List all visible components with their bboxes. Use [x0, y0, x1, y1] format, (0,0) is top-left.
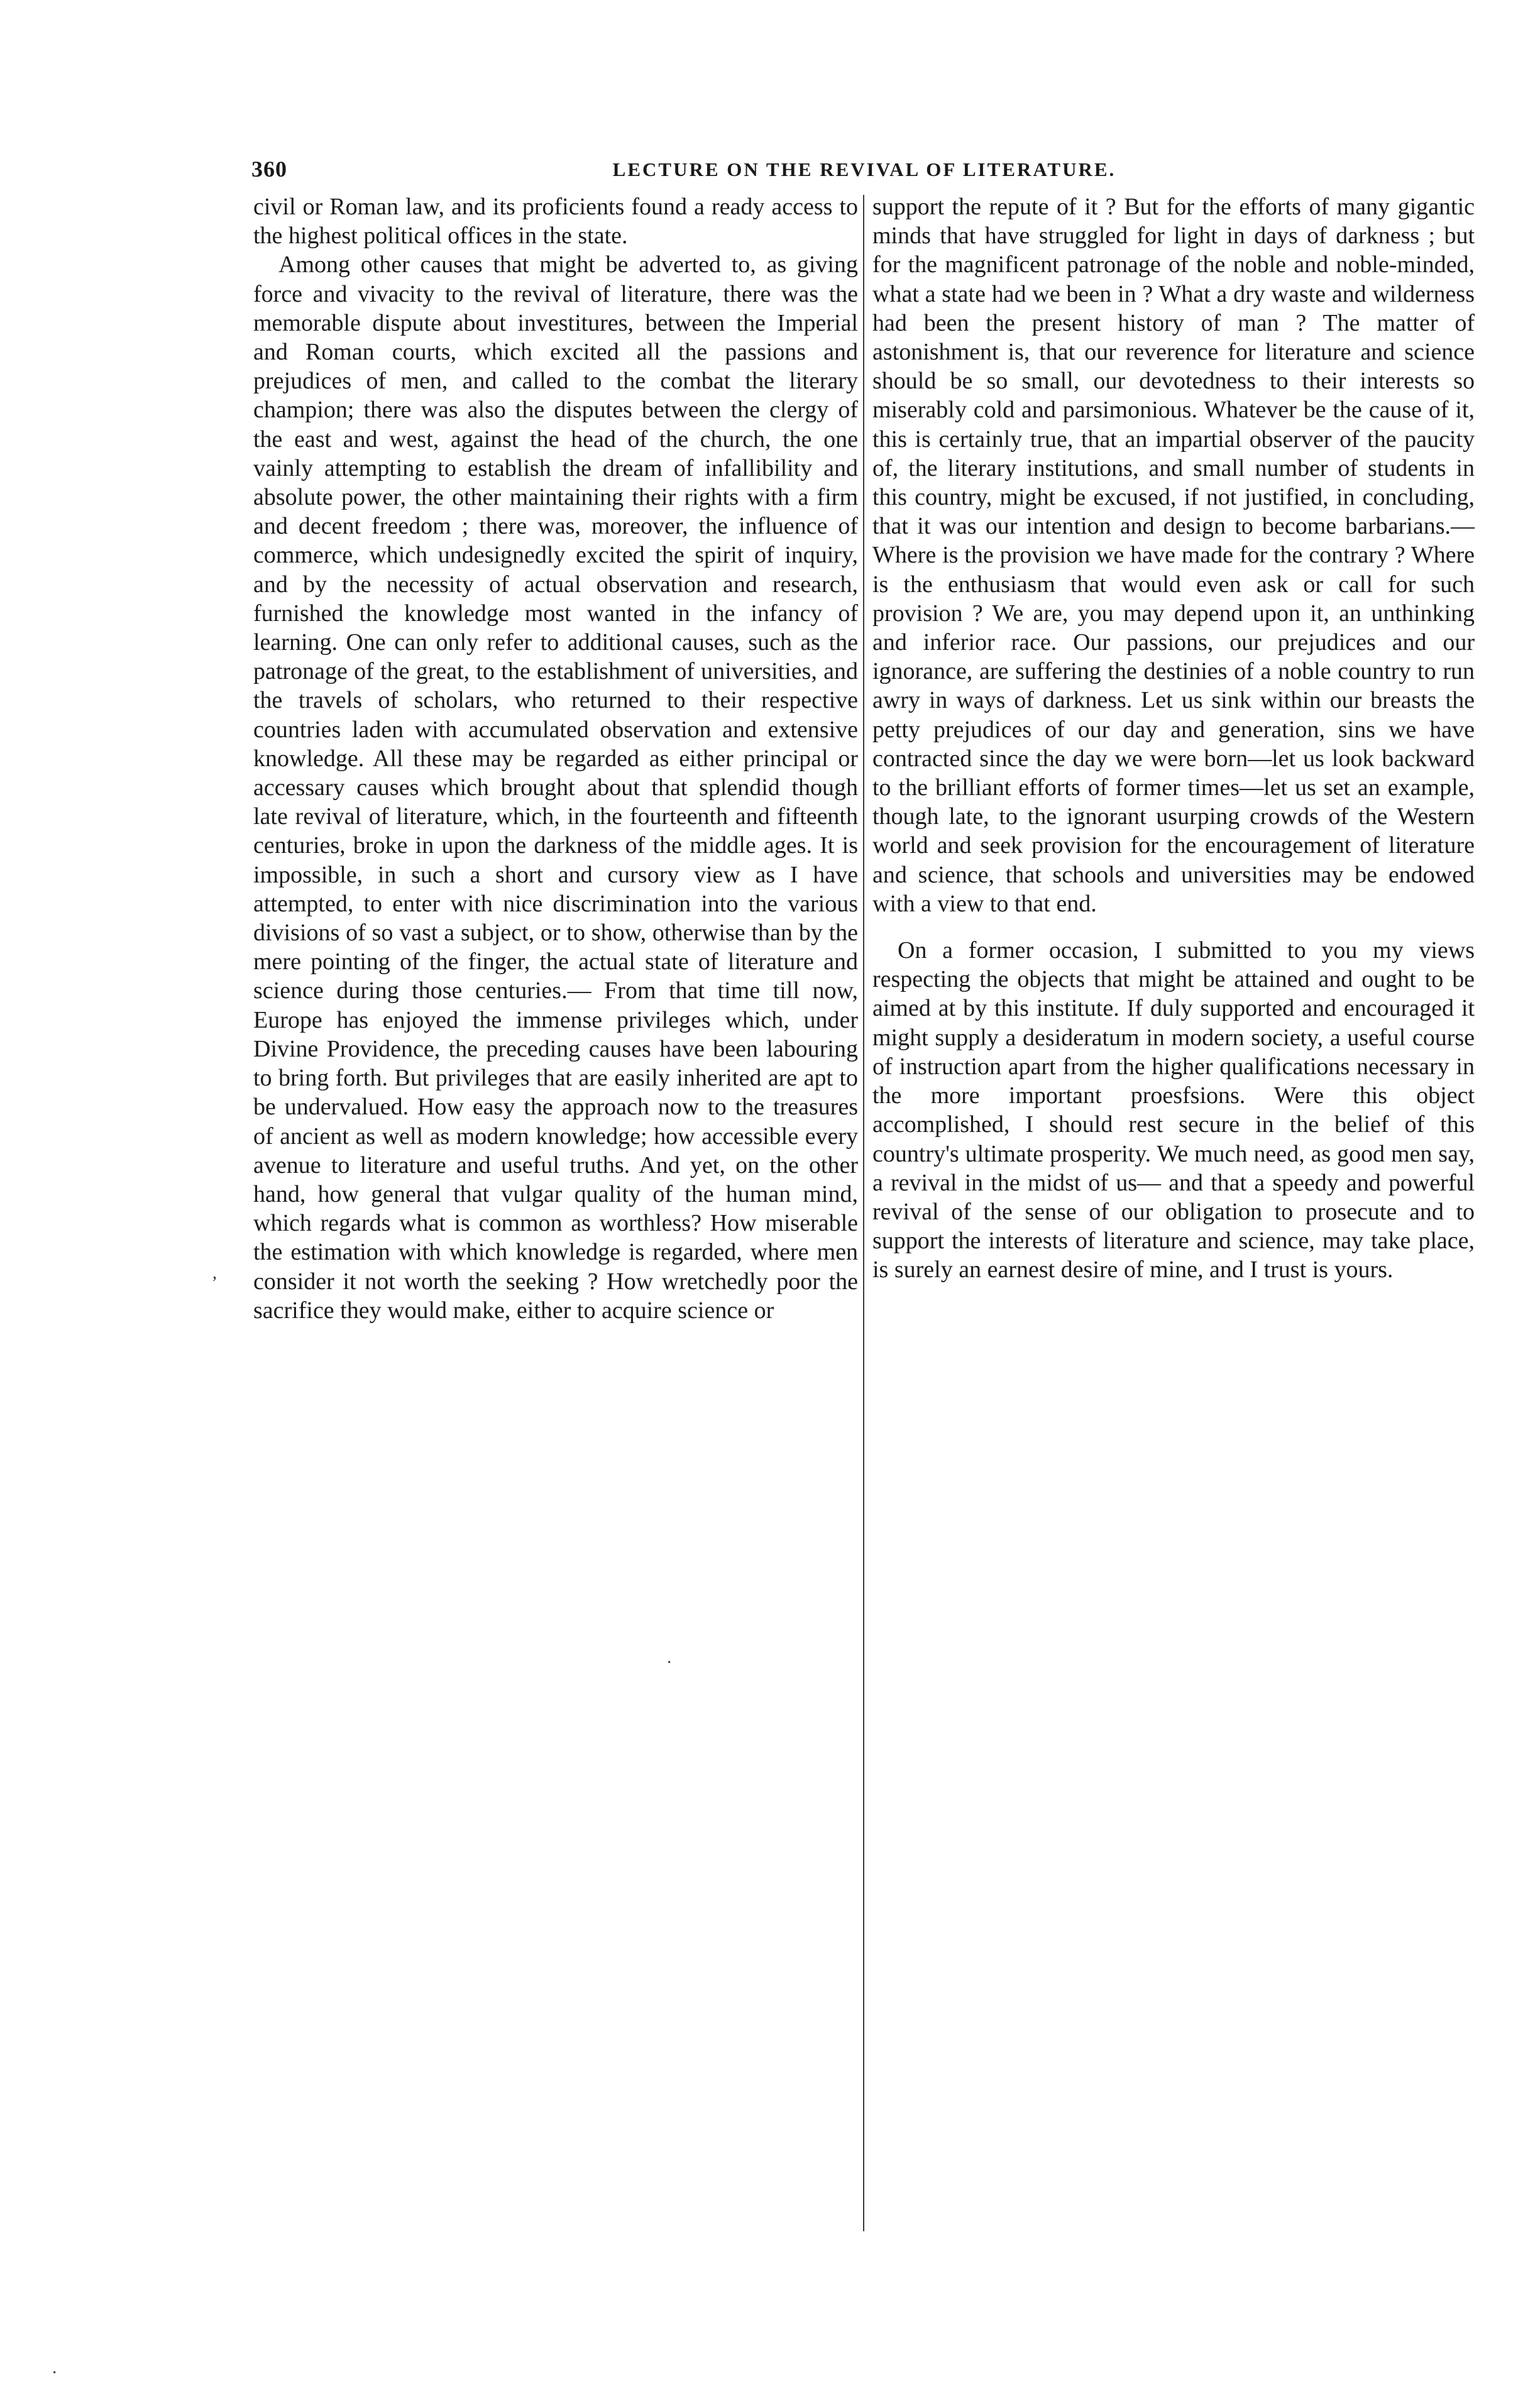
paragraph: support the repute of it ? But for the efforts of many gigantic minds that have struggled for light in days of darkness ; but for the magnificent patronage of the noble and noble-minded, what a state had we been in ? What a dry waste and wilderness had been the present history of man ? The matter of astonishment is, that our reverence for literature and science should be so small, our devotedness to their interests so miserably cold and parsimonious. Whatever be the cause of it, this is certainly true, that an impartial observer of the paucity of, the literary institutions, and small number of students in this country, might be excused, if not justified, in concluding, that it was our intention and design to become barbarians.— Where is the provision we have made for the contrary ? Where is the enthusiasm that would even ask or call for such provision ? We are, you may depend upon it, an unthinking and inferior race. Our passions, our prejudices and our ignorance, are suffering the destinies of a noble country to run awry in ways of darkness. Let us sink within our breasts the petty prejudices of our day and generation, sins we have contracted since the day we were born—let us look backward to the brilliant efforts of former times—let us set an example, though late, to the ignorant usurping crowds of the Western world and seek provision for the encouragement of literature and science, that schools and universities may be endowed with a view to that end. [872, 194, 1475, 917]
paragraph: civil or Roman law, and its proficients found a ready access to the highest political offices in the state. [253, 194, 858, 250]
scan-speck: , [212, 1263, 217, 1283]
paragraph: Among other causes that might be adverted to, as giving force and vivacity to the revival of literature, there was the memorable dispute about investitures, between the Imperial and Roman courts, which excited all the passions and prejudices of men, and called to the combat the literary champion; there was also the disputes between the clergy of the east and west, against the head of the church, the one vainly attempting to establish the dream of infallibility and absolute power, the other maintaining their rights with a firm and decent freedom ; there was, moreover, the influence of commerce, which undesignedly excited the spirit of inquiry, and by the necessity of actual observation and research, furnished the knowledge most wanted in the infancy of learning. One can only refer to additional causes, such as the patronage of the great, to the establishment of universities, and the travels of scholars, who returned to their respective countries laden with accumulated observation and extensive knowledge. All these may be regarded as either principal or accessary causes which brought about that splendid though late revival of literature, which, in the fourteenth and fifteenth centuries, broke in upon the darkness of the middle ages. It is impossible, in such a short and cursory view as I have attempted, to enter with nice discrimination into the various divisions of so vast a subject, or to show, otherwise than by the mere pointing of the finger, the actual state of literature and science during those centuries.— From that time till now, Europe has enjoyed the immense privileges which, under Divine Providence, the preceding causes have been labouring to bring forth. But privileges that are easily inherited are apt to be undervalued. How easy the approach now to the treasures of ancient as well as modern knowledge; how accessible every avenue to literature and useful truths. And yet, on the other hand, how general that vulgar quality of the human mind, which regards what is common as worthless? How miserable the estimation with which knowledge is regarded, where men consider it not worth the seeking ? How wretchedly poor the sacrifice they would make, either to acquire science or [253, 251, 858, 1324]
scan-speck: · [666, 1653, 673, 1673]
left-column [253, 192, 858, 1325]
paragraph: On a former occasion, I submitted to you my views respecting the objects that might be attained and ought to be aimed at by this institute. If duly supported and encouraged it might supply a desideratum in modern society, a useful course of instruction apart from the higher qualifications necessary in the more important proesfsions. Were this object accomplished, I should rest secure in the belief of this country's ultimate prosperity. We much need, as good men say, a revival in the midst of us— and that a speedy and powerful revival of the sense of our obligation to prosecute and to support the interests of literature and science, may take place, is surely an earnest desire of mine, and I trust is yours. [872, 937, 1475, 1283]
scan-speck: · [52, 2363, 58, 2383]
column-divider [863, 195, 864, 2231]
running-head: LECTURE ON THE REVIVAL OF LITERATURE. [612, 158, 1116, 180]
page-number: 360 [251, 157, 287, 182]
page-header [251, 156, 1477, 194]
right-column [872, 192, 1475, 1285]
